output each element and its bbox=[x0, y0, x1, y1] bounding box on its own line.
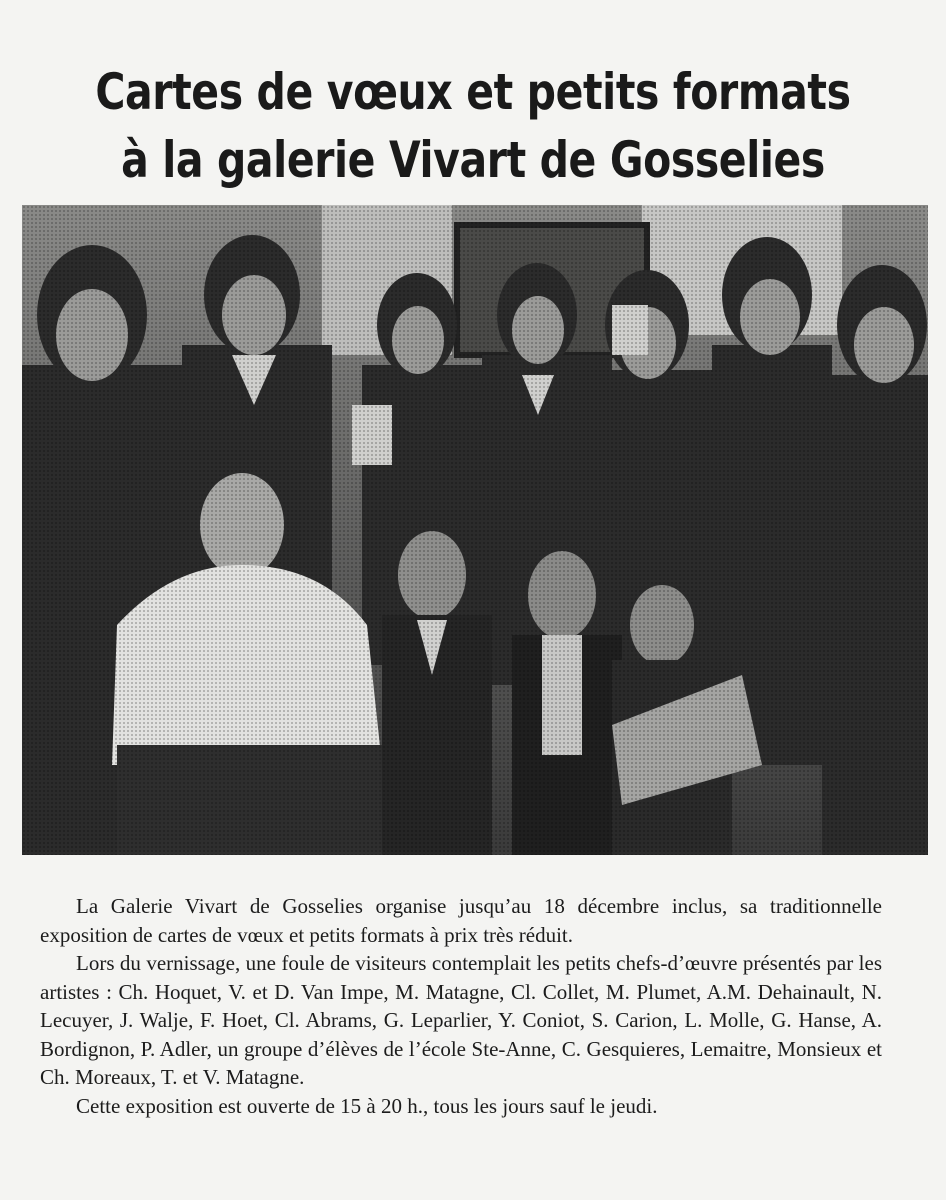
article-paragraph-1: La Galerie Vivart de Gosselies organise jusqu’au 18 décembre inclus, sa traditionnelle exposition de cartes de vœux et petits formats à prix très réduit. bbox=[40, 894, 882, 947]
article-body bbox=[40, 892, 882, 1120]
article-paragraph-2: Lors du vernissage, une foule de visiteurs contemplait les petits chefs-d’œuvre présentés par les artistes : Ch. Hoquet, V. et D. Van Impe, M. Matagne, Cl. Collet, M. Plumet, A.M. Dehainault, N. Lecuyer, J. Walje, F. Hoet, Cl. Abrams, G. Leparlier, Y. Coniot, S. Carion, L. Molle, G. Hanse, A. Bordignon, P. Adler, un groupe d’élèves de l’école Ste-Anne, C. Gesquieres, Lemaitre, Monsieux et Ch. Moreaux, T. et V. Matagne. bbox=[40, 951, 882, 1089]
group-photo-image bbox=[22, 205, 928, 855]
group-photo bbox=[22, 205, 928, 855]
headline-line-1: Cartes de vœux et petits formats bbox=[95, 62, 851, 121]
headline-line-2: à la galerie Vivart de Gosselies bbox=[121, 130, 825, 189]
article-paragraph-3: Cette exposition est ouverte de 15 à 20 h., tous les jours sauf le jeudi. bbox=[76, 1093, 658, 1118]
headline bbox=[85, 58, 861, 194]
photo-halftone bbox=[22, 205, 928, 855]
